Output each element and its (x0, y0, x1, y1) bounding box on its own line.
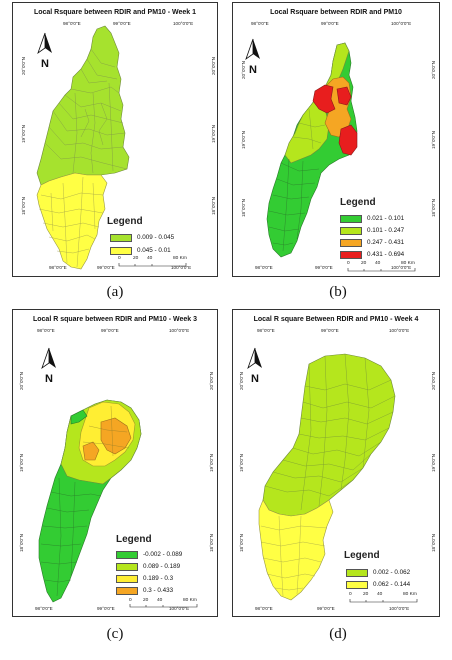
coord-label: 20°0'0"N (431, 61, 436, 79)
legend-title: Legend (344, 550, 380, 561)
coord-label: 98°0'0"E (37, 328, 55, 333)
scale-tick-label: 40 (375, 261, 381, 266)
coord-label: 99°0'0"E (321, 328, 339, 333)
scale-tick-label: 80 Km (401, 261, 415, 266)
map-title: Local R square between RDIR and PM10 - Week 3 (32, 316, 198, 323)
coord-label: 99°0'0"E (321, 21, 339, 26)
figure-caption: (b) (329, 284, 347, 300)
map-region-class-2 (37, 173, 107, 269)
scale-tick-label: 80 Km (173, 256, 187, 261)
legend-item (110, 233, 174, 242)
choropleth-map (31, 386, 151, 606)
legend-swatch (340, 215, 362, 223)
legend-swatch (340, 227, 362, 235)
legend-label: 0.009 - 0.045 (137, 234, 175, 241)
scale-bar (349, 598, 419, 603)
map-panel-b (232, 2, 440, 277)
legend-item (116, 574, 173, 583)
legend-label: 0.021 - 0.101 (367, 215, 405, 222)
coord-label: 20°0'0"N (21, 57, 26, 75)
coord-label: 100°0'0"E (173, 21, 194, 26)
map-title: Local R square Between RDIR and PM10 - Week 4 (253, 316, 419, 323)
legend-swatch (116, 563, 138, 571)
scale-tick-label: 20 (133, 256, 139, 261)
north-label: N (45, 373, 53, 385)
coord-label: 18°0'0"N (239, 534, 244, 552)
coord-label: 99°0'0"E (97, 265, 115, 270)
scale-tick-label: 0 (118, 256, 121, 261)
legend-item (116, 550, 182, 559)
coord-label: 20°0'0"N (19, 372, 24, 390)
scale-tick-label: 0 (349, 592, 352, 597)
legend-label: 0.089 - 0.189 (143, 563, 181, 570)
coord-label: 18°0'0"N (431, 199, 436, 217)
legend-title: Legend (116, 534, 152, 545)
map-region-class-1 (37, 26, 129, 185)
north-label: N (249, 64, 257, 76)
coord-label: 19°0'0"N (21, 125, 26, 143)
coord-label: 20°0'0"N (239, 372, 244, 390)
map-title: Local Rsquare between RDIR and PM10 (270, 9, 402, 16)
coord-label: 100°0'0"E (171, 265, 192, 270)
map-panel-c (12, 309, 218, 617)
legend-item (346, 568, 410, 577)
north-arrow-icon (39, 346, 59, 386)
coord-label: 19°0'0"N (431, 131, 436, 149)
map-region-class-2 (259, 500, 333, 600)
legend-item (116, 562, 180, 571)
coord-label: 18°0'0"N (21, 197, 26, 215)
scale-tick-label: 20 (363, 592, 369, 597)
north-label: N (41, 58, 49, 70)
coord-label: 20°0'0"N (211, 57, 216, 75)
coord-label: 20°0'0"N (241, 61, 246, 79)
coord-label: 18°0'0"N (241, 199, 246, 217)
legend-item (346, 580, 410, 589)
coord-label: 19°0'0"N (209, 454, 214, 472)
legend-label: 0.101 - 0.247 (367, 227, 405, 234)
legend-label: 0.247 - 0.431 (367, 239, 405, 246)
legend-title: Legend (340, 197, 376, 208)
legend-label: 0.431 - 0.694 (367, 251, 405, 258)
coord-label: 99°0'0"E (113, 21, 131, 26)
coord-label: 18°0'0"N (211, 197, 216, 215)
coord-label: 20°0'0"N (431, 372, 436, 390)
coord-label: 100°0'0"E (169, 328, 190, 333)
coord-label: 100°0'0"E (389, 328, 410, 333)
scale-tick-label: 80 Km (183, 598, 197, 603)
coord-label: 98°0'0"E (35, 606, 53, 611)
coord-label: 98°0'0"E (257, 328, 275, 333)
coord-label: 99°0'0"E (101, 328, 119, 333)
scale-bar (347, 267, 417, 272)
coord-label: 18°0'0"N (209, 534, 214, 552)
coord-label: 19°0'0"N (211, 125, 216, 143)
legend-label: 0.002 - 0.062 (373, 569, 411, 576)
scale-bar (118, 262, 188, 267)
scale-tick-label: 40 (377, 592, 383, 597)
coord-label: 100°0'0"E (391, 21, 412, 26)
coord-label: 100°0'0"E (389, 606, 410, 611)
legend-swatch (340, 251, 362, 259)
figure-caption: (a) (106, 284, 124, 300)
north-label: N (251, 373, 259, 385)
coord-label: 99°0'0"E (317, 606, 335, 611)
coord-label: 19°0'0"N (431, 454, 436, 472)
legend-item (116, 586, 173, 595)
legend-swatch (110, 234, 132, 242)
scale-tick-label: 0 (347, 261, 350, 266)
legend-swatch (116, 587, 138, 595)
legend-label: 0.189 - 0.3 (143, 575, 174, 582)
legend-title: Legend (107, 216, 143, 227)
legend-label: -0.002 - 0.089 (143, 551, 183, 558)
coord-label: 99°0'0"E (97, 606, 115, 611)
coord-label: 18°0'0"N (431, 534, 436, 552)
legend-swatch (110, 247, 132, 255)
coord-label: 98°0'0"E (251, 21, 269, 26)
coord-label: 98°0'0"E (255, 265, 273, 270)
figure-caption: (d) (329, 626, 347, 642)
scale-tick-label: 20 (361, 261, 367, 266)
coord-label: 98°0'0"E (255, 606, 273, 611)
legend-label: 0.045 - 0.01 (137, 247, 171, 254)
legend-item (340, 250, 404, 259)
coord-label: 18°0'0"N (19, 534, 24, 552)
map-panel-a (12, 2, 218, 277)
legend-swatch (340, 239, 362, 247)
coord-label: 99°0'0"E (315, 265, 333, 270)
coord-label: 19°0'0"N (239, 454, 244, 472)
scale-tick-label: 80 Km (403, 592, 417, 597)
coord-label: 100°0'0"E (169, 606, 190, 611)
legend-label: 0.062 - 0.144 (373, 581, 411, 588)
scale-tick-label: 0 (129, 598, 132, 603)
coord-label: 98°0'0"E (63, 21, 81, 26)
legend-swatch (116, 551, 138, 559)
map-region-class-4 (339, 125, 357, 155)
coord-label: 19°0'0"N (241, 131, 246, 149)
legend-label: 0.3 - 0.433 (143, 587, 174, 594)
legend-swatch (346, 569, 368, 577)
map-title: Local Rsquare between RDIR and PM10 - Week 1 (33, 9, 197, 16)
legend-item (340, 238, 404, 247)
legend-item (340, 226, 404, 235)
figure-caption: (c) (106, 626, 124, 642)
coord-label: 100°0'0"E (391, 265, 412, 270)
legend-item (110, 246, 171, 255)
legend-item (340, 214, 404, 223)
coord-label: 20°0'0"N (209, 372, 214, 390)
scale-tick-label: 40 (147, 256, 153, 261)
coord-label: 19°0'0"N (19, 454, 24, 472)
scale-bar (129, 603, 199, 608)
scale-tick-label: 20 (143, 598, 149, 603)
map-panel-d (232, 309, 440, 617)
coord-label: 98°0'0"E (49, 265, 67, 270)
legend-swatch (116, 575, 138, 583)
legend-swatch (346, 581, 368, 589)
scale-tick-label: 40 (157, 598, 163, 603)
